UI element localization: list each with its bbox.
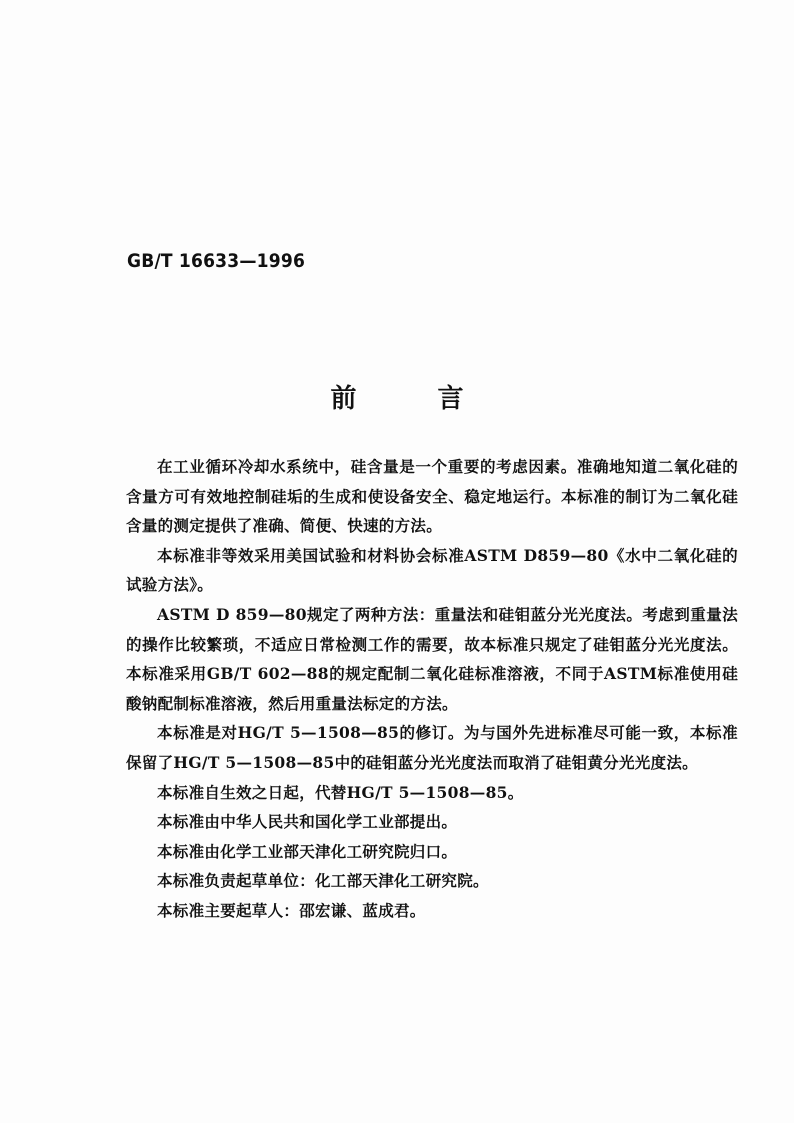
paragraph: 本标准非等效采用美国试验和材料协会标准ASTM D859—80《水中二氧化硅的试验方法》。 (126, 545, 738, 595)
paragraph: 本标准主要起草人：邵宏谦、蓝成君。 (157, 900, 426, 920)
paragraph: 本标准由中华人民共和国化学工业部提出。 (157, 812, 458, 832)
paragraph: 本标准由化学工业部天津化工研究院归口。 (157, 841, 458, 861)
standard-code: GB/T 16633—1996 (127, 250, 306, 272)
page-title: 前 言 (330, 384, 500, 414)
paragraph: 本标准是对HG/T 5—1508—85的修订。为与国外先进标准尽可能一致，本标准保留了HG/T 5—1508—85中的硅钼蓝分光光度法而取消了硅钼黄分光光度法。 (126, 723, 738, 772)
foreword-body (126, 452, 738, 926)
paragraph: 本标准负责起草单位：化工部天津化工研究院。 (157, 871, 489, 891)
paragraph: 本标准自生效之日起，代替HG/T 5—1508—85。 (157, 782, 524, 802)
paragraph: ASTM D 859—80规定了两种方法：重量法和硅钼蓝分光光度法。考虑到重量法的操作比较繁琐，不适应日常检测工作的需要，故本标准只规定了硅钼蓝分光光度法。本标准采用GB/T 602—88的规定配制二氧化硅标准溶液，不同于ASTM标准使用硅酸钠配制标准溶液，然后用重量法标定的方法。 (126, 604, 738, 713)
paragraph: 在工业循环冷却水系统中，硅含量是一个重要的考虑因素。准确地知道二氧化硅的含量方可有效地控制硅垢的生成和使设备安全、稳定地运行。本标准的制订为二氧化硅含量的测定提供了准确、简便、快速的方法。 (126, 457, 738, 536)
